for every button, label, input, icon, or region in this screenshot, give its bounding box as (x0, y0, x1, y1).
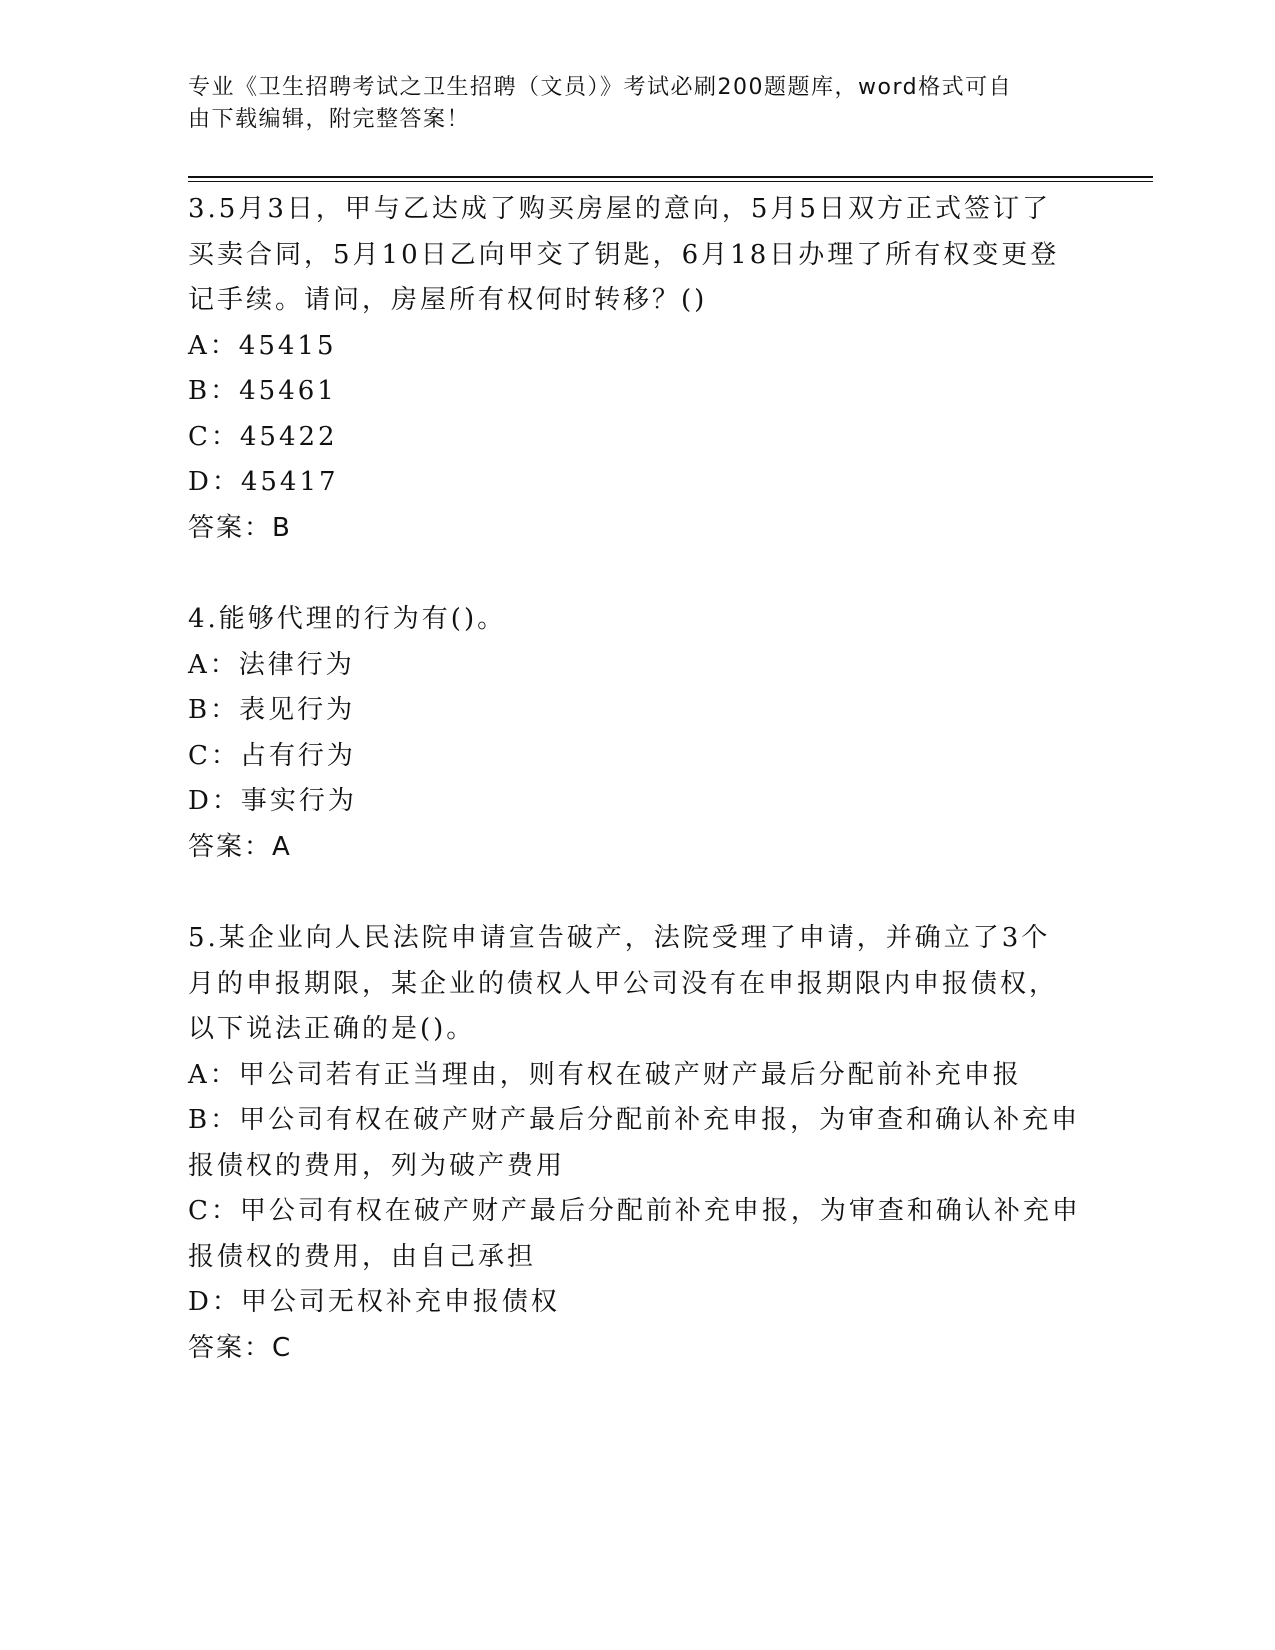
option-a: A：甲公司若有正当理由，则有权在破产财产最后分配前补充申报 (188, 1059, 1022, 1090)
option-a: A：法律行为 (188, 649, 355, 680)
question-spacer (188, 870, 1088, 916)
option-b-continued: 报债权的费用，列为破产费用 (188, 1150, 566, 1181)
header-line-2: 由下载编辑，附完整答案！ (188, 107, 471, 132)
answer-line: 答案：C (188, 1332, 293, 1363)
question-list (188, 187, 1088, 1371)
question-block (188, 187, 1088, 551)
question-stem-line: 3.5月3日，甲与乙达成了购买房屋的意向，5月5日双方正式签订了 (188, 194, 1051, 224)
question-stem-line: 记手续。请问，房屋所有权何时转移？() (188, 285, 708, 315)
answer-line: 答案：B (188, 512, 292, 543)
option-d: D：45417 (188, 467, 339, 497)
question-stem-line: 以下说法正确的是()。 (188, 1014, 476, 1044)
question-block (188, 916, 1088, 1371)
question-stem-line: 买卖合同，5月10日乙向甲交了钥匙，6月18日办理了所有权变更登 (188, 239, 1060, 270)
option-c: C：占有行为 (188, 740, 356, 771)
header-rule-thick (188, 176, 1153, 178)
option-d: D：甲公司无权补充申报债权 (188, 1287, 560, 1317)
option-c: C：甲公司有权在破产财产最后分配前补充申报，为审查和确认补充申 (188, 1196, 1081, 1226)
question-stem-line: 5.某企业向人民法院申请宣告破产，法院受理了申请，并确立了3个 (188, 923, 1051, 953)
option-a: A：45415 (188, 330, 337, 361)
header-line-1: 专业《卫生招聘考试之卫生招聘（文员）》考试必刷200题题库，word格式可自 (188, 75, 1013, 100)
header-rule-thin (188, 181, 1153, 182)
answer-line: 答案：A (188, 831, 292, 862)
question-stem-line: 4.能够代理的行为有()。 (188, 604, 507, 634)
option-b: B：甲公司有权在破产财产最后分配前补充申报，为审查和确认补充申 (188, 1105, 1081, 1135)
option-c-continued: 报债权的费用，由自己承担 (188, 1241, 537, 1272)
option-b: B：45461 (188, 376, 337, 406)
question-stem-line: 月的申报期限，某企业的债权人甲公司没有在申报期限内申报债权， (188, 968, 1059, 999)
document-header (188, 72, 1068, 136)
question-block (188, 597, 1088, 870)
option-c: C：45422 (188, 421, 338, 452)
question-spacer (188, 551, 1088, 597)
option-b: B：表见行为 (188, 695, 356, 725)
option-d: D：事实行为 (188, 786, 357, 816)
